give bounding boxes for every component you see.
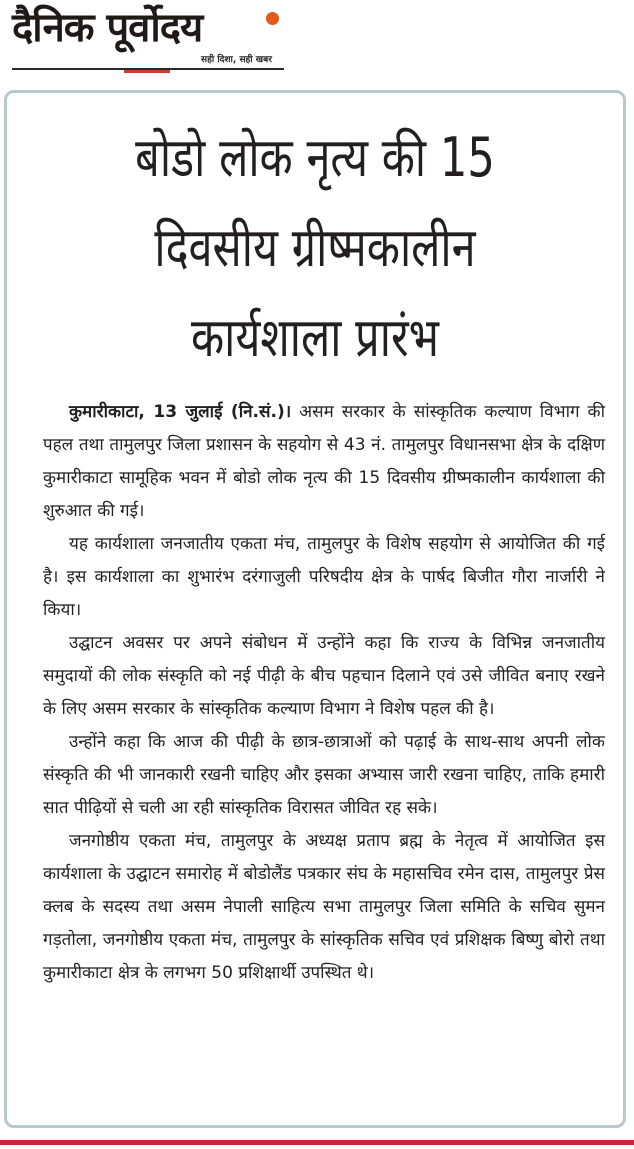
logo-dot-icon [266,12,279,25]
newspaper-logo: दैनिक पूर्वोदय [12,5,203,51]
masthead [0,0,634,88]
headline-line-1: बोडो लोक नृत्य की 15 [135,126,495,189]
footer-rule [0,1140,634,1145]
paragraph-1-text: असम सरकार के सांस्कृतिक कल्याण विभाग की पहल तथा तामुलपुर जिला प्रशासन के सहयोग से 43 नं. तामुलपुर विधानसभा क्षेत्र के दक्षिण कुमारीकाटा सामूहिक भवन में बोडो लोक नृत्य की 15 दिवसीय ग्रीष्मकालीन कार्यशाला की शुरुआत की गई। [43,402,606,521]
headline [69,113,562,383]
paragraph-1 [43,396,605,528]
dateline: कुमारीकाटा, 13 जुलाई (नि.सं.)। [69,402,292,422]
paragraph-5: जनगोष्ठीय एकता मंच, तामुलपुर के अध्यक्ष प्रताप ब्रह्म के नेतृत्व में आयोजित इस कार्यशाला के उद्घाटन समारोह में बोडोलैंड पत्रकार संघ के महासचिव रमेन दास, तामुलपुर प्रेस क्लब के सदस्य तथा असम नेपाली साहित्य सभा तामुलपुर जिला समिति के सचिव सुमन गड़तोला, जनगोष्ठीय एकता मंच, तामुलपुर के सांस्कृतिक सचिव एवं प्रशिक्षक बिष्णु बोरो तथा कुमारीकाटा क्षेत्र के लगभग 50 प्रशिक्षार्थी उपस्थित थे। [43,831,605,983]
paragraph-4: उन्होंने कहा कि आज की पीढ़ी के छात्र-छात्राओं को पढ़ाई के साथ-साथ अपनी लोक संस्कृति की भी जानकारी रखनी चाहिए और इसका अभ्यास जारी रखना चाहिए, ताकि हमारी सात पीढ़ियों से चली आ रही सांस्कृतिक विरासत जीवित रह सके। [43,732,605,818]
paragraph-2: यह कार्यशाला जनजातीय एकता मंच, तामुलपुर के विशेष सहयोग से आयोजित की गई है। इस कार्यशाला का शुभारंभ दरंगाजुली परिषदीय क्षेत्र के पार्षद बिजीत गौरा नार्जारी ने किया। [43,534,605,620]
headline-line-2: दिवसीय ग्रीष्मकालीन [154,216,476,279]
paragraph-3: उद्घाटन अवसर पर अपने संबोधन में उन्होंने कहा कि राज्य के विभिन्न जनजातीय समुदायों की लोक संस्कृति को नई पीढ़ी के बीच पहचान दिलाने एवं उसे जीवित बनाए रखने के लिए असम सरकार के सांस्कृतिक कल्याण विभाग ने विशेष पहल की है। [43,633,605,719]
article-box [4,90,626,1128]
article-body [43,396,605,990]
logo-tagline: सही दिशा, सही खबर [201,55,272,65]
masthead-accent-bar [124,70,170,73]
headline-line-3: कार्यशाला प्रारंभ [190,306,439,369]
